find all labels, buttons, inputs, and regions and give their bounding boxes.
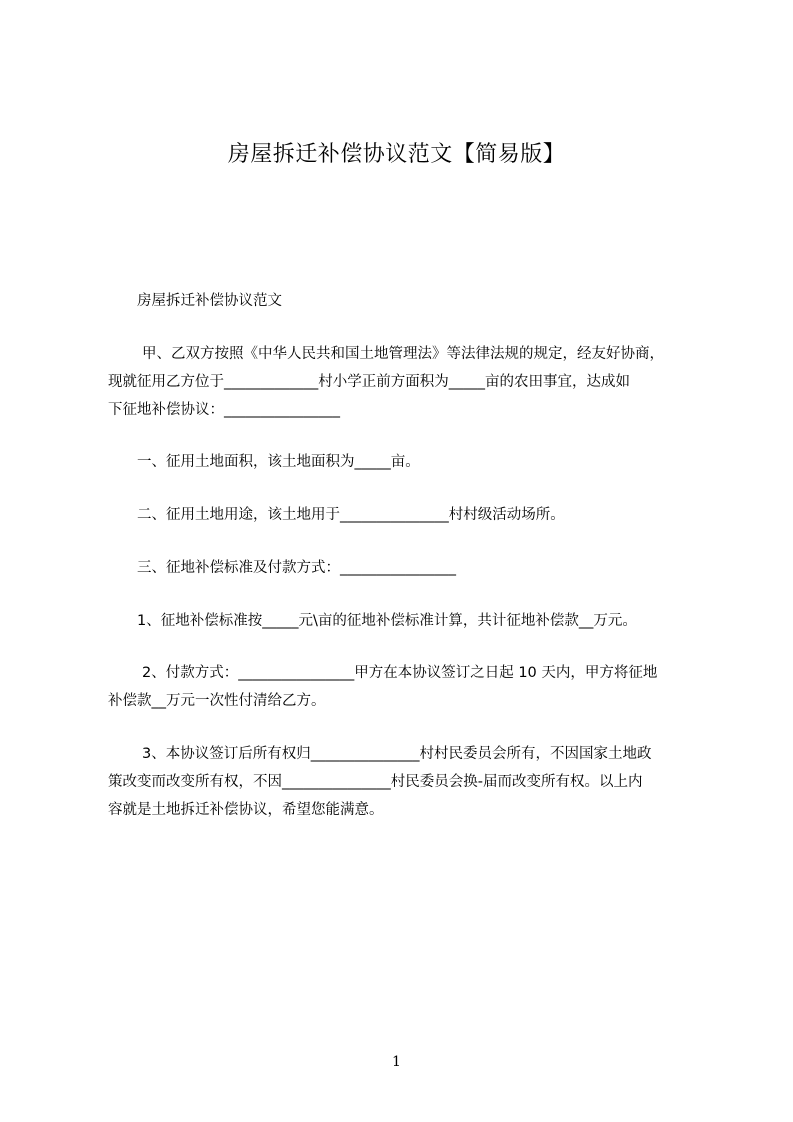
- paragraph-intro-line-3: 下征地补偿协议：________________: [108, 402, 340, 418]
- clause-3: 三、征地补偿标准及付款方式：________________: [137, 560, 456, 576]
- item-2-line-2: 补偿款__万元一次性付清给乙方。: [108, 693, 326, 709]
- item-1: 1、征地补偿标准按_____元\亩的征地补偿标准计算，共计征地补偿款__万元。: [137, 613, 637, 629]
- paragraph-intro-line-2: 现就征用乙方位于_____________村小学正前方面积为_____亩的农田事宜，达成如: [108, 374, 630, 390]
- paragraph-intro-line-1: 甲、乙双方按照《中华人民共和国土地管理法》等法律法规的规定，经友好协商，: [142, 346, 664, 362]
- clause-2: 二、征用土地用途，该土地用于_______________村村级活动场所。: [137, 507, 565, 523]
- document-title: 房屋拆迁补偿协议范文【简易版】: [227, 142, 566, 167]
- item-2-line-1: 2、付款方式：________________甲方在本协议签订之日起 10 天内，甲方将征地: [142, 665, 658, 681]
- item-3-line-3: 容就是土地拆迁补偿协议，希望您能满意。: [108, 802, 384, 818]
- page-number: 1: [392, 1054, 401, 1070]
- item-3-line-1: 3、本协议签订后所有权归_______________村村民委员会所有，不因国家土地政: [142, 746, 652, 762]
- item-3-line-2: 策改变而改变所有权，不因_______________村民委员会换-届而改变所有权。以上内: [108, 774, 643, 790]
- section-heading: 房屋拆迁补偿协议范文: [137, 293, 282, 309]
- clause-1: 一、征用土地面积，该土地面积为_____亩。: [137, 454, 420, 470]
